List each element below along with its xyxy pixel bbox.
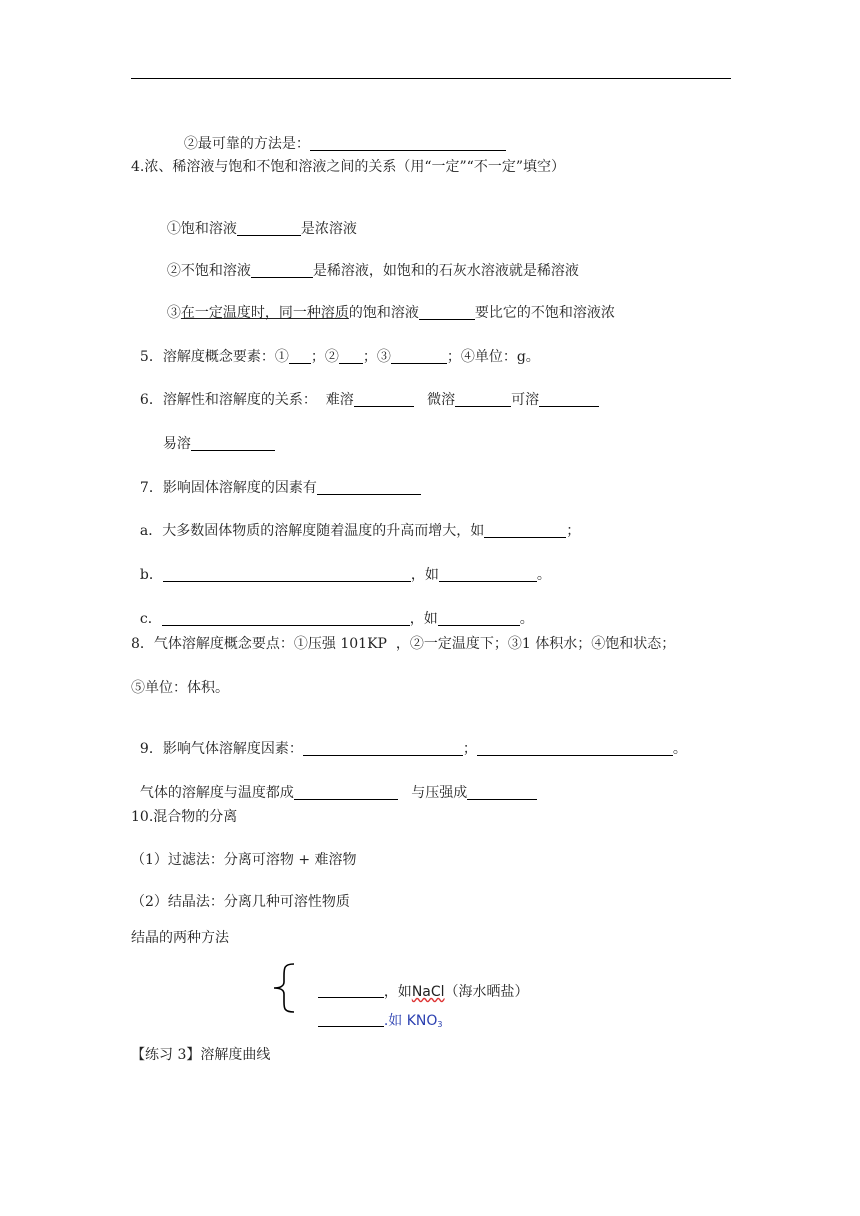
label: 8．气体溶解度概念要点：①压强 101KP ，②一定温度下；③1 体积水；④饱和状态； [131, 636, 676, 652]
crystallization-methods [131, 929, 229, 947]
label: （2）结晶法：分离几种可溶性物质 [131, 894, 350, 910]
blank[interactable] [339, 349, 363, 364]
q4-item-3 [158, 286, 615, 322]
label: ，如 [409, 611, 438, 627]
blank[interactable] [251, 263, 313, 278]
item-b [131, 548, 551, 584]
label: ⑤单位：体积。 [131, 680, 229, 696]
blank[interactable] [484, 523, 566, 538]
question-8 [131, 635, 675, 653]
label: b． [139, 567, 163, 583]
label: 。 [672, 741, 687, 757]
label: ，如 [383, 984, 412, 1000]
blank[interactable] [539, 392, 599, 407]
label: 7．影响固体溶解度的因素有 [139, 480, 317, 496]
blank[interactable] [317, 480, 421, 495]
text-line-reliable-method [175, 117, 506, 153]
label: 【练习 3】溶解度曲线 [131, 1047, 271, 1063]
label: 与压强成 [397, 785, 468, 801]
label: （1）过滤法：分离可溶物 + 难溶物 [131, 852, 357, 868]
question-7 [131, 461, 421, 497]
label: ； [462, 741, 477, 757]
item-a [131, 504, 580, 540]
question-10-crystallization [131, 893, 350, 911]
blank[interactable] [391, 349, 447, 364]
label: ； [566, 523, 581, 539]
question-8-unit [131, 679, 229, 697]
item-c [131, 592, 534, 628]
subscript: 3 [437, 1020, 443, 1029]
brace-row-2 [300, 994, 442, 1046]
question-6-easy [154, 417, 275, 453]
label: a．大多数固体物质的溶解度随着温度的升高而增大，如 [139, 523, 485, 539]
label: 气体的溶解度与温度都成 [139, 785, 294, 801]
question-5 [131, 330, 540, 366]
question-4 [131, 158, 565, 176]
blank[interactable] [455, 392, 511, 407]
underlined-text: 在一定温度时，同一种溶质 [180, 305, 349, 321]
label: 结晶的两种方法 [131, 930, 229, 946]
label: ②最可靠的方法是： [183, 136, 310, 152]
blank[interactable] [318, 1012, 384, 1027]
label: 6．溶解性和溶解度的关系： 难溶 [139, 392, 354, 408]
label: ；④单位：g。 [446, 349, 540, 365]
blank[interactable] [191, 436, 275, 451]
label: 可溶 [511, 392, 540, 408]
blank[interactable] [310, 136, 506, 151]
label: ；③ [362, 349, 391, 365]
blank[interactable] [303, 741, 463, 756]
label: 微溶 [413, 392, 456, 408]
label: 9．影响气体溶解度因素： [139, 741, 303, 757]
label: 。 [536, 567, 551, 583]
blank[interactable] [354, 392, 414, 407]
label: c． [139, 611, 162, 627]
label: NaCl [411, 984, 445, 1000]
header-rule [131, 78, 731, 79]
blank[interactable] [289, 349, 311, 364]
label: ；② [310, 349, 339, 365]
blank[interactable] [439, 567, 537, 582]
blank[interactable] [467, 785, 537, 800]
blank[interactable] [419, 305, 475, 320]
label: 5．溶解度概念要素：① [139, 349, 289, 365]
label: 是浓溶液 [300, 221, 357, 237]
label: .如 KNO [383, 1013, 438, 1029]
question-10 [131, 808, 237, 826]
blank[interactable] [477, 741, 673, 756]
brace-icon [266, 960, 300, 1016]
label: 的饱和溶液 [348, 305, 419, 321]
label: 是稀溶液，如饱和的石灰水溶液就是稀溶液 [312, 263, 579, 279]
blank[interactable] [163, 567, 411, 582]
practice-heading [131, 1046, 270, 1064]
label: 易溶 [162, 436, 191, 452]
blank[interactable] [162, 611, 410, 626]
label: ③ [166, 305, 181, 321]
label: ②不饱和溶液 [166, 263, 251, 279]
blank[interactable] [237, 221, 301, 236]
label: 4.浓、稀溶液与饱和不饱和溶液之间的关系（用“一定”“不一定”填空） [131, 159, 565, 175]
label: ①饱和溶液 [166, 221, 237, 237]
q4-item-1 [158, 202, 357, 238]
label: 要比它的不饱和溶液浓 [474, 305, 615, 321]
question-9-relation [131, 766, 537, 802]
label: ，如 [410, 567, 439, 583]
q4-item-2 [158, 244, 579, 280]
blank[interactable] [294, 785, 398, 800]
crystallization-brace-figure [266, 960, 536, 1029]
label: 。 [519, 611, 534, 627]
label: （海水晒盐） [444, 984, 529, 1000]
question-9 [131, 722, 687, 758]
blank[interactable] [438, 611, 520, 626]
question-10-filtration [131, 851, 357, 869]
label: 10.混合物的分离 [131, 809, 238, 825]
question-6 [131, 373, 599, 409]
